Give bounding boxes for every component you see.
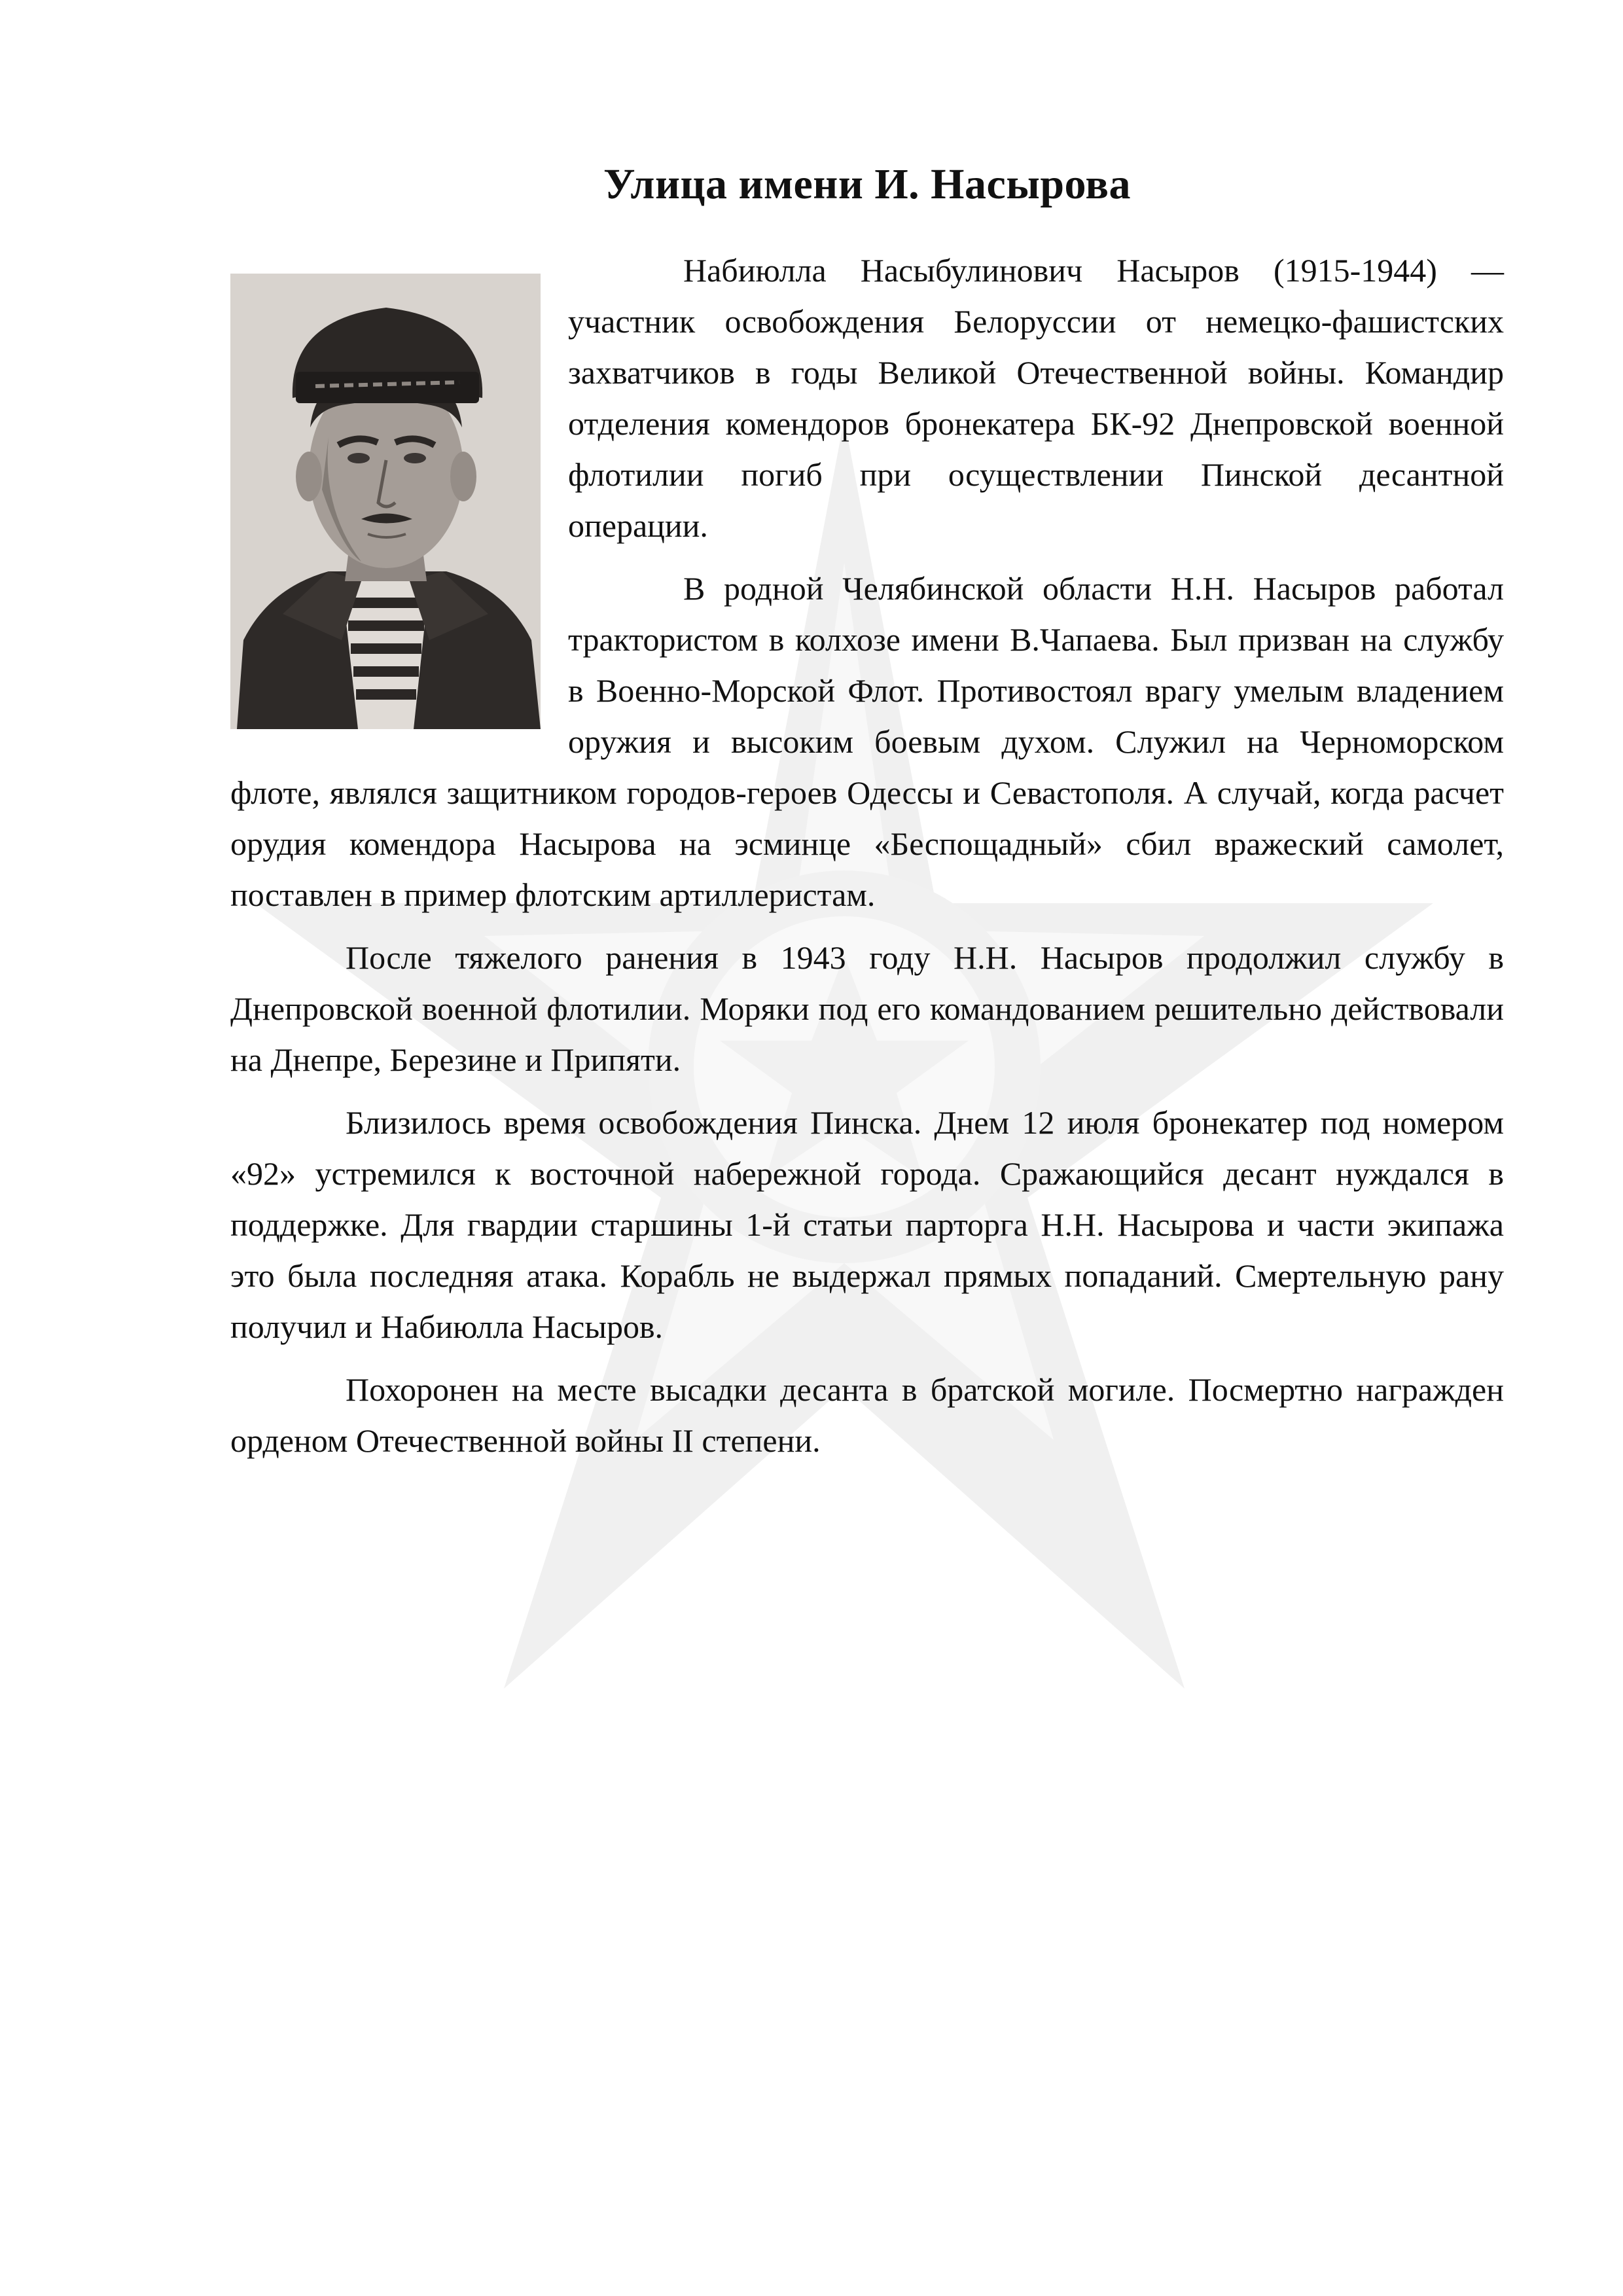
- paragraph-1: Набиюлла Насыбулинович Насыров (1915-1944) — участник освобождения Белоруссии от немецко-фашистских захватчиков в годы Великой Отечественной войны. Командир отделения комендоров бронекатера БК-92 Днепровской военной флотилии погиб при осуществлении Пинской десантной операции.: [568, 252, 1504, 544]
- document-content: [230, 157, 1504, 1478]
- paragraph-5: Похоронен на месте высадки десанта в братской могиле. Посмертно награжден орденом Отечественной войны II степени.: [230, 1371, 1504, 1459]
- page-title: Улица имени И. Насырова: [603, 160, 1132, 208]
- paragraph-2: В родной Челябинской области Н.Н. Насыров работал трактористом в колхозе имени В.Чапаева. Был призван на службу в Военно-Морской Флот. Противостоял врагу умелым владением оружия и высоким боевым духом. Служил на Черноморском флоте, являлся защитником городов-героев Одессы и Севастополя. А случай, когда расчет орудия комендора Насырова на эсминце «Беспощадный» сбил вражеский самолет, поставлен в пример флотским артиллеристам.: [230, 570, 1504, 913]
- sailor-portrait-image: [230, 274, 541, 729]
- portrait-photo: [230, 274, 541, 729]
- paragraph-4: Близилось время освобождения Пинска. Днем 12 июля бронекатер под номером «92» устремился к восточной набережной города. Сражающийся десант нуждался в поддержке. Для гвардии старшины 1-й статьи парторга Н.Н. Насырова и части экипажа это была последняя атака. Корабль не выдержал прямых попаданий. Смертельную рану получил и Набиюлла Насыров.: [230, 1104, 1504, 1345]
- paragraph-3: После тяжелого ранения в 1943 году Н.Н. Насыров продолжил службу в Днепровской военной флотилии. Моряки под его командованием решительно действовали на Днепре, Березине и Припяти.: [230, 939, 1504, 1078]
